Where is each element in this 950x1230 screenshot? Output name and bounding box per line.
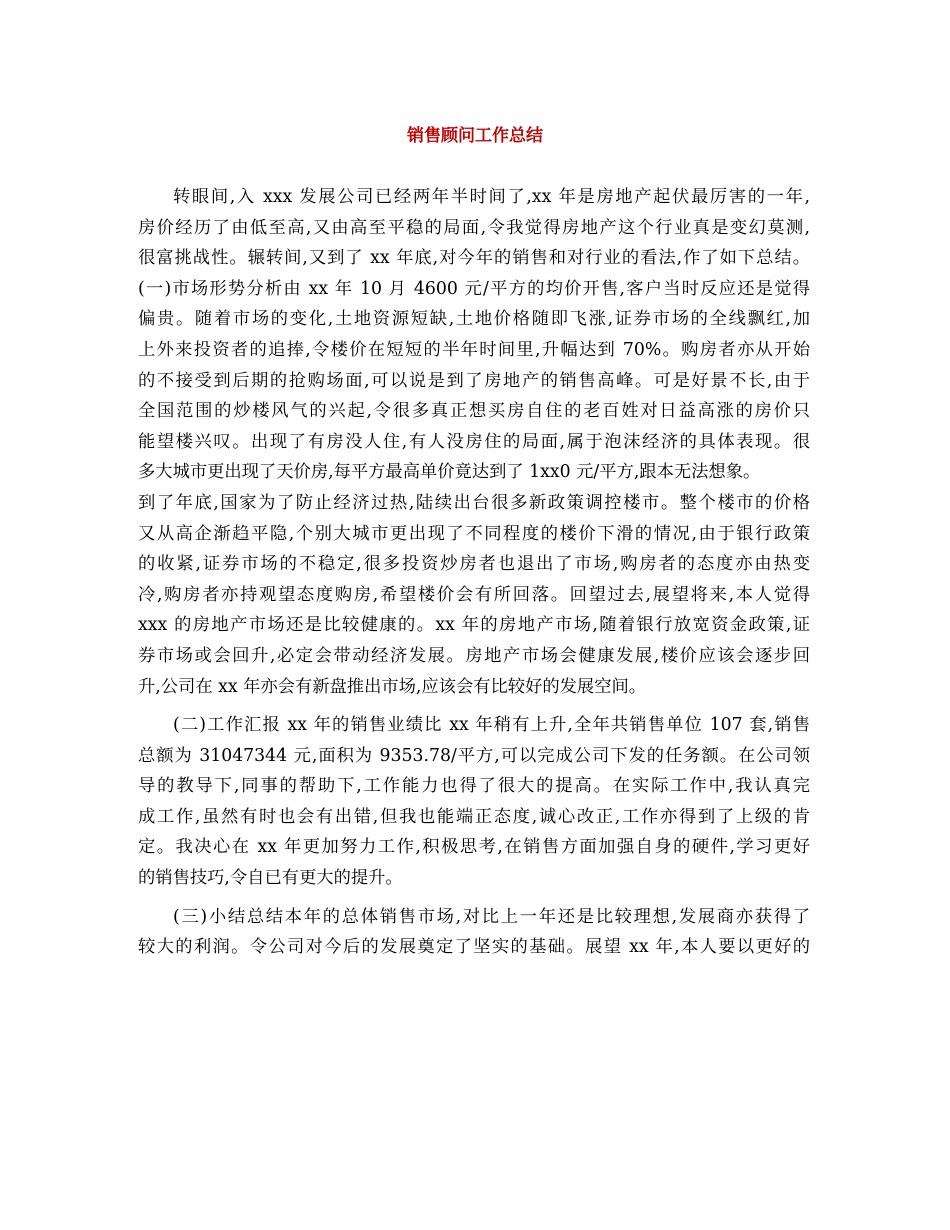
text-line: 偏贵。随着市场的变化,土地资源短缺,土地价格随即飞涨,证券市场的全线飘红,加 (138, 309, 810, 330)
document-title: 销售顾问工作总结 (407, 126, 543, 146)
text-line: 的销售技巧,令自已有更大的提升。 (138, 868, 403, 889)
text-line: 能望楼兴叹。出现了有房没人住,有人没房住的局面,属于泡沫经济的具体表现。很 (138, 431, 810, 452)
text-line: 房价经历了由低至高,又由高至平稳的局面,令我觉得房地产这个行业真是变幻莫测, (138, 217, 810, 238)
text-line: 导的教导下,同事的帮助下,工作能力也得了很大的提高。在实际工作中,我认真完 (138, 776, 810, 797)
text-line: 总额为 31047344 元,面积为 9353.78/平方,可以完成公司下发的任务额。在公司领 (138, 745, 810, 766)
paragraph-gap (138, 702, 810, 710)
text-line: xxx 的房地产市场还是比较健康的。xx 年的房地产市场,随着银行放宽资金政策,证 (138, 615, 810, 636)
text-line: (三)小结总结本年的总体销售市场,对比上一年还是比较理想,发展商亦获得了 (173, 906, 810, 927)
paragraph-2 (138, 710, 810, 894)
text-line: 券市场或会回升,必定会带动经济发展。房地产市场会健康发展,楼价应该会逐步回 (138, 645, 810, 666)
text-line: 的收紧,证券市场的不稳定,很多投资炒房者也退出了市场,购房者的态度亦由热变 (138, 554, 810, 575)
paragraph-3 (138, 902, 810, 963)
text-line: 定。我决心在 xx 年更加努力工作,积极思考,在销售方面加强自身的硬件,学习更好 (138, 837, 810, 858)
text-line: 很富挑战性。辗转间,又到了 xx 年底,对今年的销售和对行业的看法,作了如下总结。 (138, 248, 810, 269)
text-line: 多大城市更出现了天价房,每平方最高单价竟达到了 1xx0 元/平方,跟本无法想象。 (138, 462, 761, 483)
text-line: 上外来投资者的追捧,令楼价在短短的半年时间里,升幅达到 70%。购房者亦从开始 (138, 339, 810, 360)
text-line: 又从高企渐趋平隐,个别大城市更出现了不同程度的楼价下滑的情况,由于银行政策 (138, 523, 810, 544)
text-line: 成工作,虽然有时也会有出错,但我也能端正态度,诚心改正,工作亦得到了上级的肯 (138, 806, 810, 827)
text-line: 全国范围的炒楼风气的兴起,令很多真正想买房自住的老百姓对日益高涨的房价只 (138, 401, 810, 422)
text-line: 冷,购房者亦持观望态度购房,希望楼价会有所回落。回望过去,展望将来,本人觉得 (138, 584, 810, 605)
text-line: 较大的利润。令公司对今后的发展奠定了坚实的基础。展望 xx 年,本人要以更好的 (138, 937, 810, 958)
text-line: (二)工作汇报 xx 年的销售业绩比 xx 年稍有上升,全年共销售单位 107 套,销售 (173, 715, 810, 736)
text-line: 升,公司在 xx 年亦会有新盘推出市场,应该会有比较好的发展空间。 (138, 676, 647, 697)
paragraph-gap (138, 894, 810, 902)
text-line: (一)市场形势分析由 xx 年 10 月 4600 元/平方的均价开售,客户当时反应还是觉得 (138, 278, 810, 299)
text-line: 到了年底,国家为了防止经济过热,陆续出台很多新政策调控楼市。整个楼市的价格 (138, 492, 810, 513)
text-line: 转眼间,入 xxx 发展公司已经两年半时间了,xx 年是房地产起伏最厉害的一年, (173, 187, 810, 207)
text-line: 的不接受到后期的抢购场面,可以说是到了房地产的销售高峰。可是好景不长,由于 (138, 370, 810, 391)
document-body (138, 182, 810, 963)
paragraph-1 (138, 182, 810, 702)
